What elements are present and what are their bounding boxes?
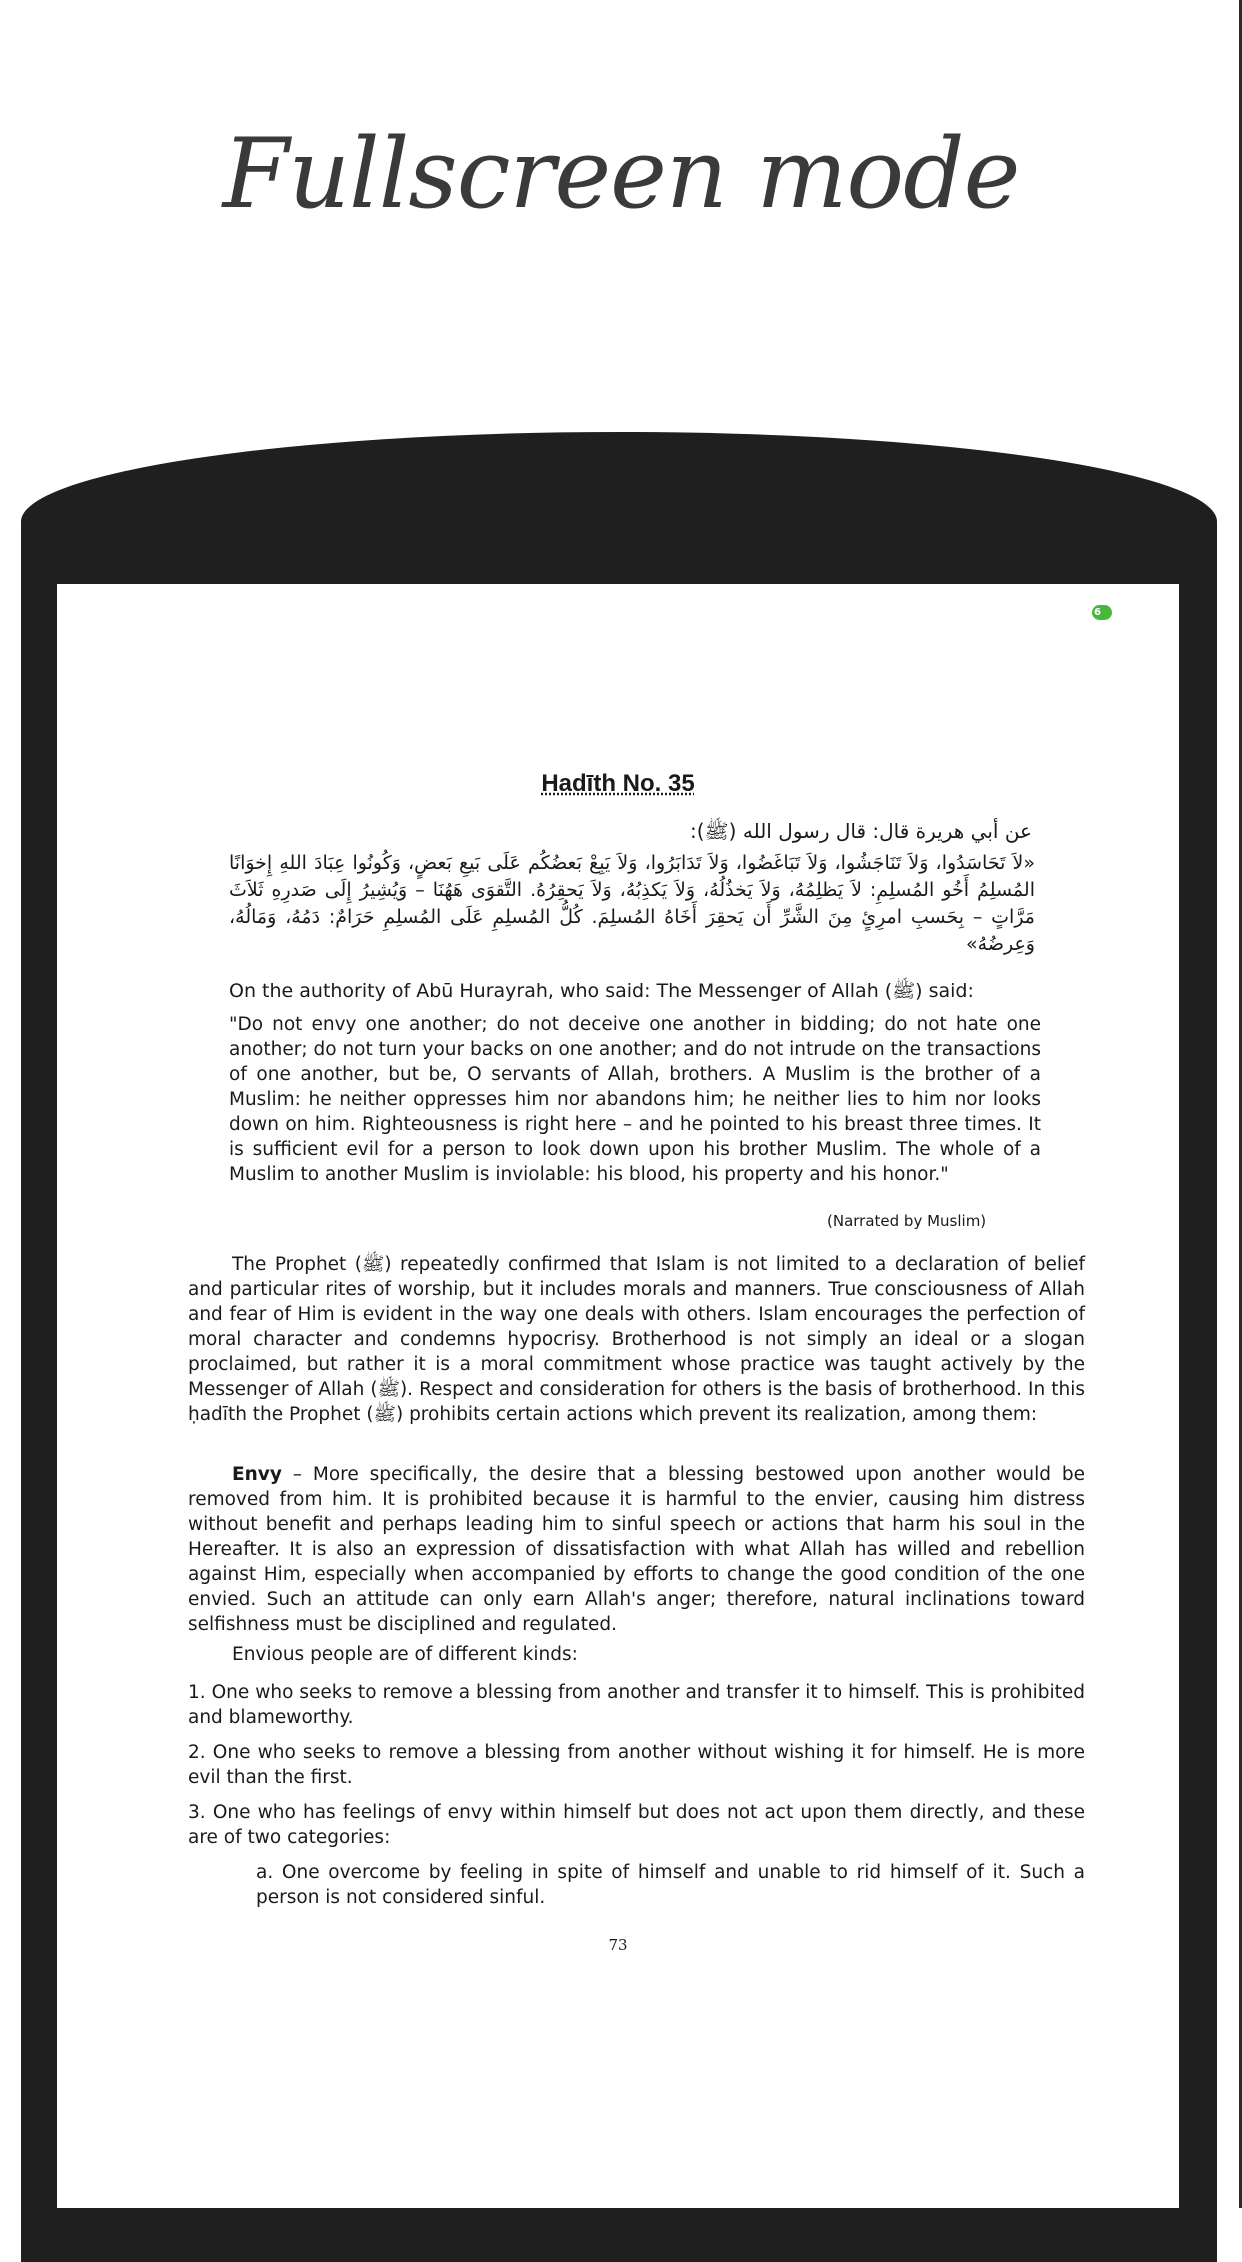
commentary-text: The Prophet (ﷺ) repeatedly confirmed that Islam is not limited to a declaration of belief and particular rites of worship, but it includes morals and manners. True consciousness of Allah and fear of Him is evident in the way one deals with others. Islam encourages the perfection of moral character and condemns hypocrisy. Brotherhood is not simply an ideal or a slogan proclaimed, but rather it is a moral commitment whose practice was taught actively by the Messenger of Allah (ﷺ). Respect and consideration for others is the basis of brotherhood. In this ḥadīth the Prophet (ﷺ) prohibits certain actions which prevent its realization, among them:: [188, 1254, 1085, 1425]
arabic-hadith-text: «لاَ تَحَاسَدُوا، وَلاَ تَنَاجَشُوا، وَلاَ تَبَاغَضُوا، وَلاَ تَدَابَرُوا، وَلاَ يَبِعْ بَعضُكُم عَلَى بَيعِ بَعضٍ، وَكُونُوا عِبَادَ اللهِ إِخوَانًا المُسلِمُ أَخُو المُسلِمِ: لاَ يَظلِمُهُ، وَلاَ يَخذُلُهُ، وَلاَ يَكذِبُهُ، وَلاَ يَحقِرُهُ. التَّقوَى هَهُنَا – وَيُشِيرُ إِلَى صَدرِهِ ثَلاَثَ مَرَّاتٍ – بِحَسبِ امرِئٍ مِنَ الشَّرِّ أَن يَحقِرَ أَخَاهُ المُسلِمَ. كُلُّ المُسلِمِ عَلَى المُسلِمِ حَرَامٌ: دَمُهُ، وَمَالُهُ، وَعِرضُهُ»: [229, 852, 1035, 955]
reader-screen[interactable]: [57, 584, 1179, 2208]
kinds-intro-text: Envious people are of different kinds:: [232, 1644, 578, 1665]
sub-list-item: a. One overcome by feeling in spite of himself and unable to rid himself of it. Such a person is not considered sinful.: [256, 1862, 1085, 1908]
list-item: 1. One who seeks to remove a blessing from another and transfer it to himself. This is prohibited and blameworthy.: [188, 1682, 1085, 1728]
list-item: 2. One who seeks to remove a blessing from another without wishing it for himself. He is more evil than the first.: [188, 1742, 1085, 1788]
narration-source: (Narrated by Muslim): [827, 1212, 987, 1230]
envy-paragraph: [188, 1462, 1085, 1637]
arabic-intro: عن أبي هريرة قال: قال رسول الله (ﷺ):: [689, 819, 1032, 843]
kinds-intro: [188, 1642, 1085, 1667]
envy-term: Envy: [232, 1464, 282, 1485]
hadith-title: Hadīth No. 35: [541, 770, 695, 797]
page-number: 73: [608, 1936, 628, 1954]
app-badge-icon: 6: [1092, 605, 1112, 620]
commentary-paragraph: [188, 1252, 1085, 1427]
envy-definition: – More specifically, the desire that a blessing bestowed upon another would be removed from him. It is prohibited because it is harmful to the envier, causing him distress without benefit and perhaps leading him to sinful speech or actions that harm his soul in the Hereafter. It is also an expression of dissatisfaction with what Allah has willed and rebellion against Him, especially when accompanied by efforts to change the good condition of the one envied. Such an attitude can only earn Allah's anger; therefore, natural inclinations toward selfishness must be disciplined and regulated.: [188, 1464, 1085, 1635]
hadith-translation: "Do not envy one another; do not deceive one another in bidding; do not hate one another; do not turn your backs on one another; and do not intrude on the transactions of one another, but be, O servants of Allah, brothers. A Muslim is the brother of a Muslim: he neither oppresses him nor abandons him; he neither lies to him nor looks down on him. Righteousness is right here – and he pointed to his breast three times. It is sufficient evil for a person to look down upon his brother Muslim. The whole of a Muslim to another Muslim is inviolable: his blood, his property and his honor.": [229, 1014, 1041, 1185]
authority-line: On the authority of Abū Hurayrah, who said: The Messenger of Allah (ﷺ) said:: [229, 980, 974, 1002]
headline: Fullscreen mode: [222, 118, 1020, 230]
list-item: 3. One who has feelings of envy within himself but does not act upon them directly, and these are of two categories:: [188, 1802, 1085, 1848]
